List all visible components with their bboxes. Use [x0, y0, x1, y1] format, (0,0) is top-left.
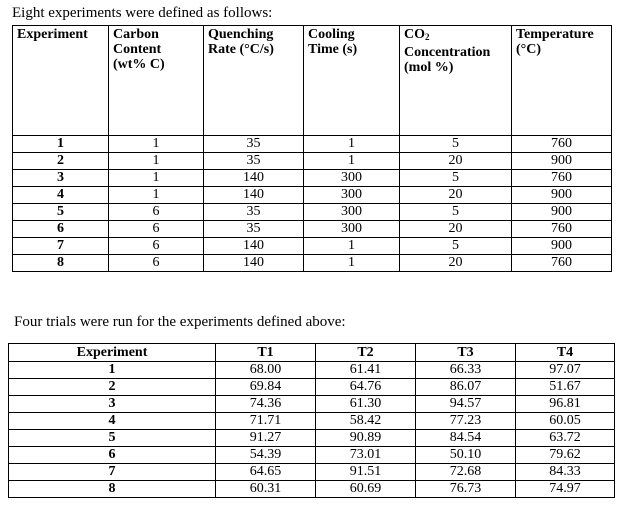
table-cell: 35 [204, 136, 304, 153]
experiment-number-cell: 3 [9, 396, 216, 413]
table-cell: 72.68 [416, 464, 516, 481]
table-cell: 900 [512, 153, 612, 170]
table-cell: 300 [304, 170, 400, 187]
table-cell: 140 [204, 238, 304, 255]
table-cell: 60.05 [516, 413, 615, 430]
table-cell: 6 [109, 221, 204, 238]
table-cell: 97.07 [516, 362, 615, 379]
table-cell: 900 [512, 238, 612, 255]
table-cell: 1 [109, 170, 204, 187]
table-cell: 300 [304, 204, 400, 221]
table-cell: 1 [304, 136, 400, 153]
header-temp-line1: Temperature [516, 27, 594, 42]
table-row [9, 430, 615, 447]
header-experiment: Experiment [9, 344, 216, 362]
table-cell: 6 [109, 204, 204, 221]
table-cell: 50.10 [416, 447, 516, 464]
table-cell: 68.00 [216, 362, 316, 379]
table-row [9, 447, 615, 464]
table-cell: 6 [109, 255, 204, 272]
table-cell: 1 [109, 153, 204, 170]
table-cell: 1 [304, 153, 400, 170]
experiment-number-cell: 7 [9, 464, 216, 481]
experiment-number-cell: 6 [13, 221, 109, 238]
table-cell: 66.33 [416, 362, 516, 379]
table-cell: 300 [304, 221, 400, 238]
intro-text-experiments: Eight experiments were defined as follows: [12, 5, 273, 21]
table-cell: 74.36 [216, 396, 316, 413]
table-cell: 84.33 [516, 464, 615, 481]
table-cell: 20 [400, 153, 512, 170]
table-cell: 84.54 [416, 430, 516, 447]
table-row [9, 413, 615, 430]
table-cell: 86.07 [416, 379, 516, 396]
experiments-table [12, 25, 612, 272]
table-row [13, 221, 612, 238]
table-cell: 140 [204, 170, 304, 187]
table-cell: 20 [400, 221, 512, 238]
table-row [9, 362, 615, 379]
header-t2: T2 [316, 344, 416, 362]
table-cell: 63.72 [516, 430, 615, 447]
header-co2-concentration [400, 26, 512, 136]
header-carbon-line1: Carbon [113, 27, 159, 42]
table-cell: 5 [400, 238, 512, 255]
table-cell: 300 [304, 187, 400, 204]
experiment-number-cell: 7 [13, 238, 109, 255]
header-quench-line1: Quenching [208, 27, 274, 42]
table-cell: 60.31 [216, 481, 316, 498]
table-row [13, 136, 612, 153]
table-cell: 20 [400, 187, 512, 204]
experiment-number-cell: 3 [13, 170, 109, 187]
experiment-number-cell: 8 [13, 255, 109, 272]
experiment-number-cell: 2 [9, 379, 216, 396]
header-co2-line1 [404, 27, 508, 45]
table-cell: 94.57 [416, 396, 516, 413]
table-row [13, 204, 612, 221]
table-cell: 760 [512, 221, 612, 238]
table-cell: 140 [204, 187, 304, 204]
table-cell: 71.71 [216, 413, 316, 430]
table-row [9, 481, 615, 498]
header-t4: T4 [516, 344, 615, 362]
table-cell: 6 [109, 238, 204, 255]
header-cooling-line1: Cooling [308, 27, 355, 42]
trials-table-header-row [9, 344, 615, 362]
table-cell: 1 [109, 136, 204, 153]
table-cell: 73.01 [316, 447, 416, 464]
header-quench-line2: Rate (°C/s) [208, 42, 274, 57]
table-cell: 76.73 [416, 481, 516, 498]
table-cell: 64.65 [216, 464, 316, 481]
table-row [13, 153, 612, 170]
table-cell: 51.67 [516, 379, 615, 396]
table-cell: 900 [512, 187, 612, 204]
header-carbon-line3: (wt% C) [113, 57, 165, 72]
experiment-number-cell: 1 [13, 136, 109, 153]
header-co2-line3: (mol %) [404, 60, 454, 75]
table-cell: 5 [400, 170, 512, 187]
experiment-number-cell: 6 [9, 447, 216, 464]
table-cell: 91.27 [216, 430, 316, 447]
table-row [13, 170, 612, 187]
intro-text-trials: Four trials were run for the experiments defined above: [14, 314, 346, 330]
experiment-number-cell: 2 [13, 153, 109, 170]
table-cell: 760 [512, 255, 612, 272]
table-cell: 54.39 [216, 447, 316, 464]
table-cell: 91.51 [316, 464, 416, 481]
table-cell: 69.84 [216, 379, 316, 396]
table-cell: 61.30 [316, 396, 416, 413]
table-cell: 1 [109, 187, 204, 204]
header-co2-title: CO [404, 27, 425, 42]
table-row [9, 464, 615, 481]
experiment-number-cell: 5 [13, 204, 109, 221]
experiment-number-cell: 5 [9, 430, 216, 447]
table-row [13, 255, 612, 272]
header-cooling-line2: Time (s) [308, 42, 358, 57]
header-temperature [512, 26, 612, 136]
header-co2-subscript: 2 [425, 32, 430, 42]
table-cell: 760 [512, 170, 612, 187]
experiment-number-cell: 4 [9, 413, 216, 430]
table-cell: 1 [304, 238, 400, 255]
header-temp-line2: (°C) [516, 42, 542, 57]
table-cell: 60.69 [316, 481, 416, 498]
table-cell: 35 [204, 153, 304, 170]
header-carbon-content [109, 26, 204, 136]
header-t1: T1 [216, 344, 316, 362]
table-cell: 1 [304, 255, 400, 272]
table-cell: 79.62 [516, 447, 615, 464]
header-experiment-label: Experiment [17, 27, 88, 42]
header-t3: T3 [416, 344, 516, 362]
table-cell: 64.76 [316, 379, 416, 396]
header-cooling-time [304, 26, 400, 136]
header-quenching-rate [204, 26, 304, 136]
table-cell: 74.97 [516, 481, 615, 498]
table-row [13, 238, 612, 255]
table-cell: 5 [400, 136, 512, 153]
table-row [13, 187, 612, 204]
header-carbon-line2: Content [113, 42, 162, 57]
table-cell: 96.81 [516, 396, 615, 413]
table-cell: 760 [512, 136, 612, 153]
header-co2-line2: Concentration [404, 45, 491, 60]
table-cell: 35 [204, 221, 304, 238]
experiment-number-cell: 8 [9, 481, 216, 498]
table-row [9, 396, 615, 413]
table-cell: 77.23 [416, 413, 516, 430]
table-cell: 35 [204, 204, 304, 221]
table-cell: 5 [400, 204, 512, 221]
experiment-number-cell: 1 [9, 362, 216, 379]
table-row [9, 379, 615, 396]
experiments-table-header-row [13, 26, 612, 136]
trials-table [8, 343, 615, 498]
table-cell: 58.42 [316, 413, 416, 430]
table-cell: 90.89 [316, 430, 416, 447]
experiment-number-cell: 4 [13, 187, 109, 204]
table-cell: 900 [512, 204, 612, 221]
table-cell: 140 [204, 255, 304, 272]
table-cell: 20 [400, 255, 512, 272]
header-experiment [13, 26, 109, 136]
table-cell: 61.41 [316, 362, 416, 379]
